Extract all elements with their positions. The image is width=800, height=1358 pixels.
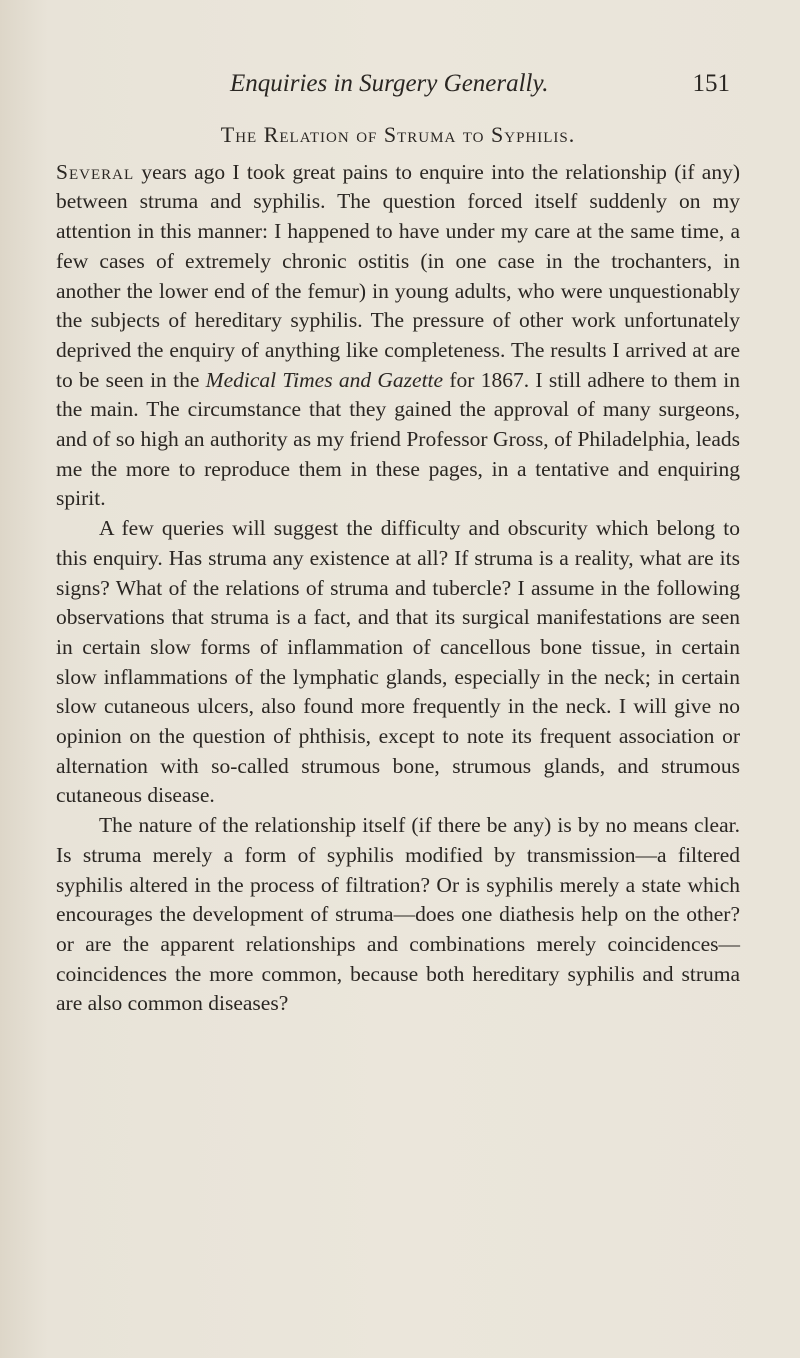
page-header	[230, 70, 730, 110]
paragraph-2: A few queries will suggest the difficulty and obscurity which belong to this enquiry. Has struma any existence at all? If struma is a reality, what are its signs? What of the relations of struma and tubercle? I assume in the following observations that struma is a fact, and that its surgical manifestations are seen in certain slow forms of inflammation of cancellous bone tissue, in certain slow inflammations of the lymphatic glands, especially in the neck; in certain slow cutaneous ulcers, also found more frequently in the neck. I will give no opinion on the question of phthisis, except to note its frequent association or alternation with so-called strumous bone, strumous glands, and strumous cutaneous disease.	[56, 516, 740, 808]
running-title: Enquiries in Surgery Generally.	[230, 70, 549, 97]
journal-title: Medical Times and Gazette	[205, 367, 444, 392]
paragraph-1-text: years ago I took great pains to enquire into the relationship (if any) between struma and syphilis. The question forced itself suddenly on my attention in this manner: I happened to have under my care at the same time, a few cases of extremely chronic ostitis (in one case in the trochanters, in another the lower end of the femur) in young adults, who were unquestionably the subjects of hereditary syphilis. The pressure of other work unfortunately deprived the enquiry of anything like completeness. The results I arrived at are to be seen in the	[56, 159, 740, 392]
paragraph-1-lead-word: Several	[56, 159, 135, 184]
page-number: 151	[692, 70, 730, 97]
paragraph-3: The nature of the relationship itself (if there be any) is by no means clear. Is struma merely a form of syphilis modified by transmission—a filtered syphilis altered in the process of filtration? Or is syphilis merely a state which encourages the development of struma—does one diathesis help on the other? or are the apparent relationships and combinations merely coincidences—coincidences the more common, because both hereditary syphilis and struma are also common diseases?	[56, 813, 740, 1016]
page-body	[56, 120, 740, 1019]
section-title: The Relation of Struma to Syphilis.	[220, 122, 576, 147]
paragraph-1	[56, 158, 740, 514]
paragraph-1-text-after: for 1867. I still adhere to them in the main. The circumstance that they gained the approval of many surgeons, and of so high an authority as my friend Professor Gross, of Philadelphia, leads me the more to reproduce them in these pages, in a tentative and enquiring spirit.	[56, 367, 740, 511]
